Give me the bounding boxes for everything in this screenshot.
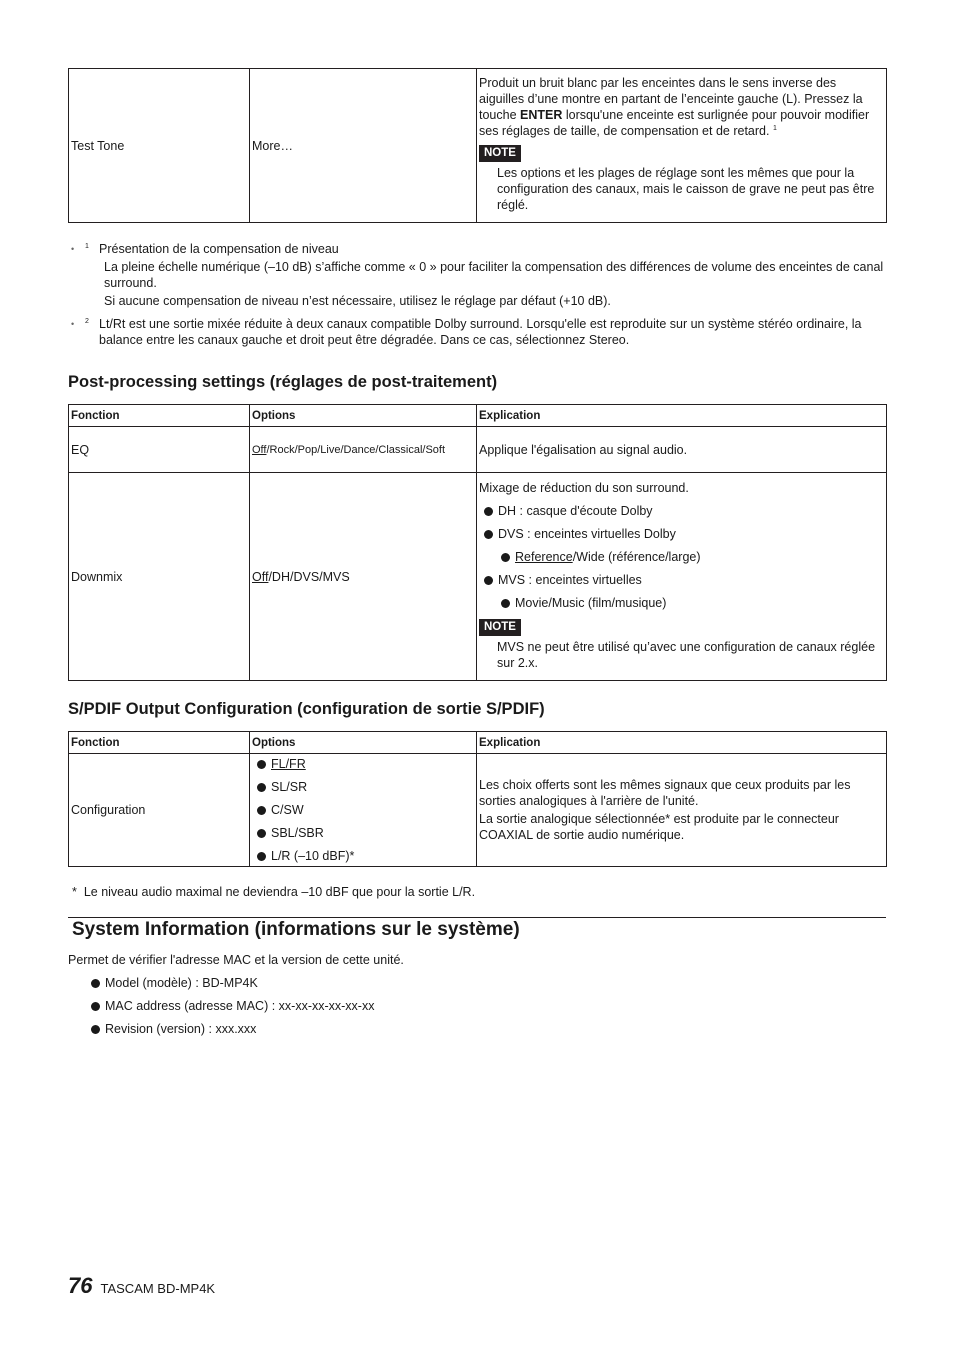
list-item: Movie/Music (film/musique) <box>479 595 884 611</box>
list-item: Revision (version) : xxx.xxx <box>91 1021 374 1037</box>
list-item: SL/SR <box>252 779 474 795</box>
bullet-icon <box>257 806 266 815</box>
product-name: TASCAM BD-MP4K <box>100 1281 216 1296</box>
bullet-icon <box>257 852 266 861</box>
spdif-table <box>68 731 887 867</box>
bullet-icon <box>501 553 510 562</box>
note-text: Les options et les plages de réglage sont les mêmes que pour la configuration des canaux, mais le caisson de grave ne peut pas être réglé. <box>497 166 875 212</box>
function-cell: Configuration <box>69 754 250 867</box>
page-footer <box>68 1273 216 1298</box>
list-item: DH : casque d'écoute Dolby <box>479 503 884 519</box>
footnote-1-line-1: La pleine échelle numérique (–10 dB) s’affiche comme « 0 » pour faciliter la compensation des différences de volume des enceintes de canal surround. <box>104 260 884 290</box>
system-info-list <box>91 975 374 1037</box>
function-cell: Test Tone <box>69 69 250 223</box>
bullet-icon <box>257 760 266 769</box>
options-cell <box>250 754 477 867</box>
table-row <box>69 69 887 223</box>
list-item: SBL/SBR <box>252 825 474 841</box>
header-function: Fonction <box>69 732 250 754</box>
list-item: Model (modèle) : BD-MP4K <box>91 975 374 991</box>
explanation-cell: Les choix offerts sont les mêmes signaux que ceux produits par les sorties analogiques à l'arrière de l'unité. La sortie analogique sélectionnée* est produite par le connecteur COAXIAL de sortie audio numérique. <box>477 754 887 867</box>
bullet-icon <box>257 829 266 838</box>
footnote-2: • $^2$ Lt/Rt est une sortie mixée réduite à deux canaux compatible Dolby surround. Lorsqu'elle est reproduite sur un système stéréo ordinaire, la balance entre les canaux gauche et droit peut être dégradée. Dans ce cas, sélectionnez Stereo. <box>71 317 862 347</box>
explanation-text: Produit un bruit blanc par les enceintes dans le sens inverse des aiguilles d’une montre en partant de l’enceinte gauche (L). Pressez la touche ENTER lorsqu'une enceinte est surlignée pour pouvoir modifier ses réglages de taille, de compensation et de retard. $^1$ <box>479 76 870 138</box>
note-badge: NOTE <box>479 145 521 162</box>
explanation-cell <box>477 473 887 681</box>
bullet-icon <box>91 1002 100 1011</box>
bullet-icon <box>91 979 100 988</box>
list-item: C/SW <box>252 802 474 818</box>
table-header-row <box>69 405 887 427</box>
header-explanation: Explication <box>477 732 887 754</box>
option-cell: Off/Rock/Pop/Live/Dance/Classical/Soft <box>250 427 477 473</box>
section-divider <box>68 917 886 918</box>
list-item: DVS : enceintes virtuelles Dolby <box>479 526 884 542</box>
function-cell: EQ <box>69 427 250 473</box>
list-item: L/R (–10 dBF)* <box>252 848 474 864</box>
spdif-heading: S/PDIF Output Configuration (configuration de sortie S/PDIF) <box>68 700 545 718</box>
footnotes <box>68 241 888 348</box>
footnote-1: • $^1$ Présentation de la compensation de niveau <box>71 242 339 256</box>
system-info-intro: Permet de vérifier l'adresse MAC et la version de cette unité. <box>68 953 404 967</box>
list-item: MAC address (adresse MAC) : xx-xx-xx-xx-xx-xx <box>91 998 374 1014</box>
note-text: MVS ne peut être utilisé qu’avec une configuration de canaux réglée sur 2.x. <box>497 640 876 670</box>
options-list <box>252 756 474 864</box>
bullet-icon <box>484 507 493 516</box>
list-item: Reference/Wide (référence/large) <box>479 549 884 565</box>
bullet-icon <box>257 783 266 792</box>
explanation-cell <box>477 69 887 223</box>
table-row-downmix <box>69 473 887 681</box>
header-options: Options <box>250 732 477 754</box>
list-item: MVS : enceintes virtuelles <box>479 572 884 588</box>
page-number: 76 <box>68 1273 93 1298</box>
note-badge: NOTE <box>479 619 521 636</box>
system-info-heading: System Information (informations sur le système) <box>72 919 520 940</box>
table-row-eq <box>69 427 887 473</box>
test-tone-table <box>68 68 887 223</box>
bullet-icon <box>484 576 493 585</box>
bullet-icon <box>501 599 510 608</box>
table-row-configuration <box>69 754 887 867</box>
header-options: Options <box>250 405 477 427</box>
option-cell: Off/DH/DVS/MVS <box>250 473 477 681</box>
table-header-row <box>69 732 887 754</box>
function-cell: Downmix <box>69 473 250 681</box>
header-explanation: Explication <box>477 405 887 427</box>
list-item: FL/FR <box>252 756 474 772</box>
post-processing-table <box>68 404 887 681</box>
spdif-footnote: * Le niveau audio maximal ne deviendra –10 dBF que pour la sortie L/R. <box>72 885 476 899</box>
post-processing-heading: Post-processing settings (réglages de post-traitement) <box>68 373 498 391</box>
option-cell: More… <box>250 69 477 223</box>
footnote-1-line-2: Si aucune compensation de niveau n’est nécessaire, utilisez le réglage par défaut (+10 dB). <box>104 294 611 308</box>
bullet-icon <box>484 530 493 539</box>
downmix-intro: Mixage de réduction du son surround. <box>479 481 689 495</box>
explanation-cell: Applique l'égalisation au signal audio. <box>477 427 887 473</box>
header-function: Fonction <box>69 405 250 427</box>
bullet-icon <box>91 1025 100 1034</box>
